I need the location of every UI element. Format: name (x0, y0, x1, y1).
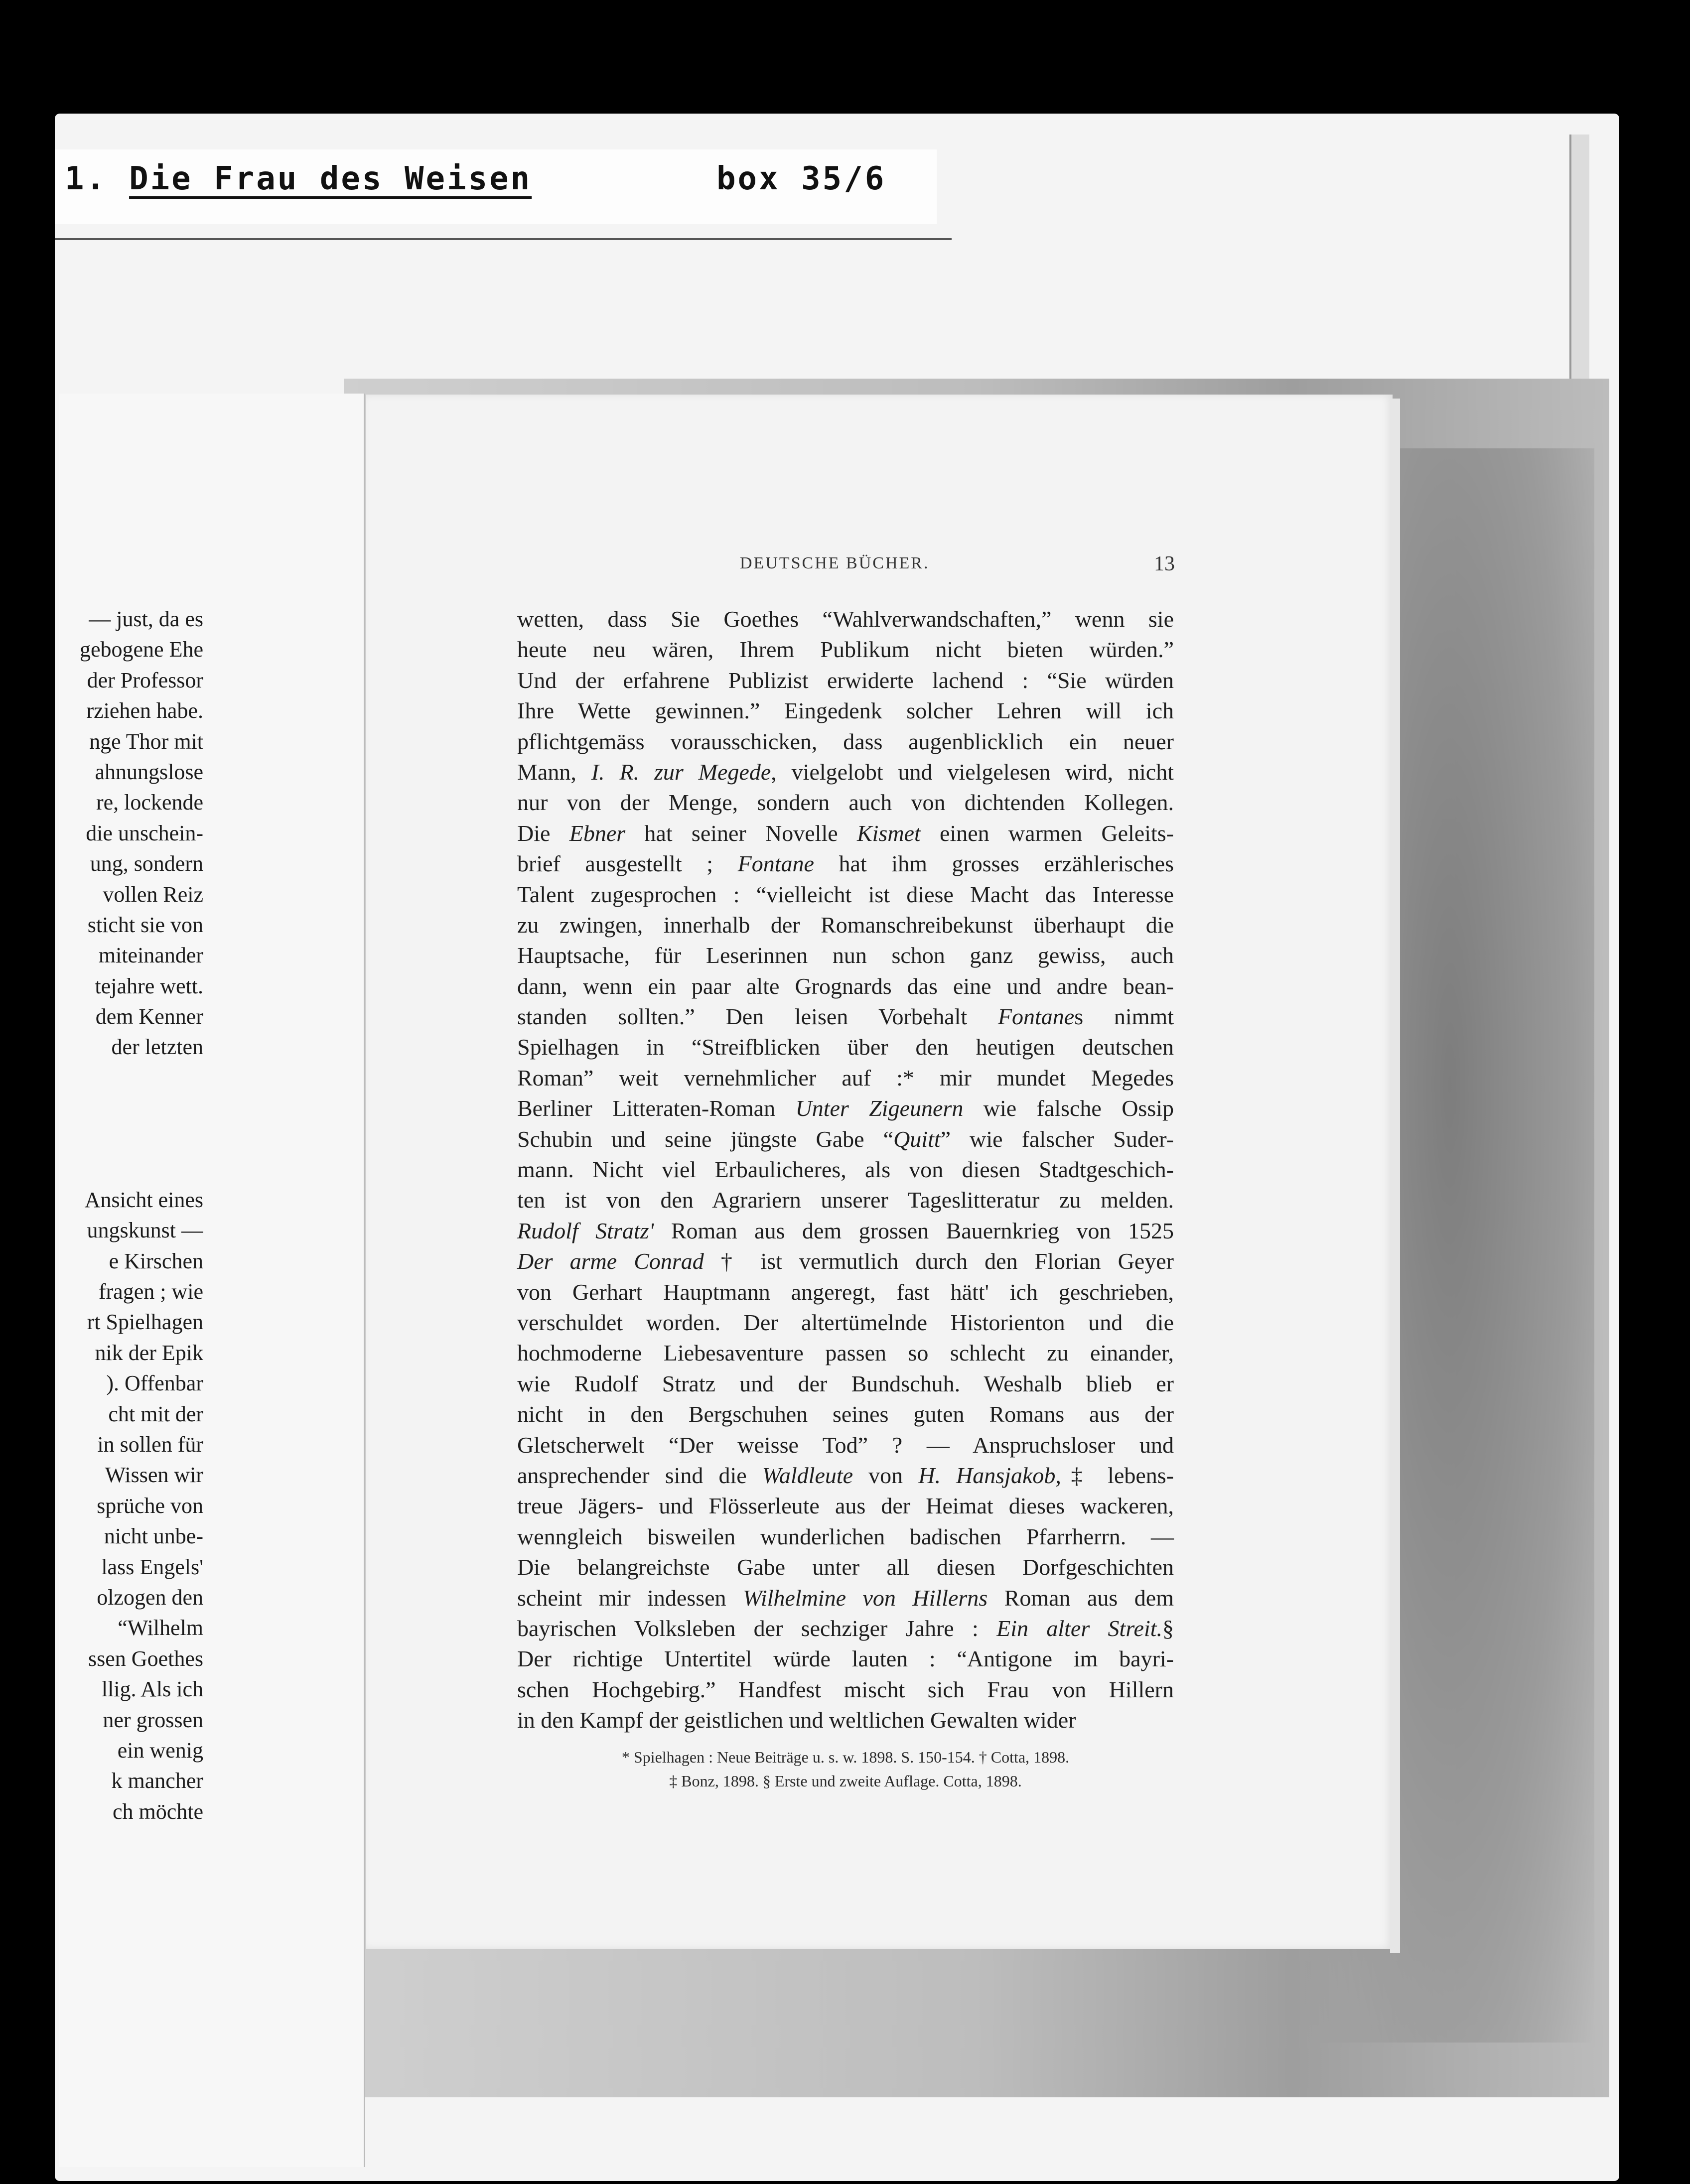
fragment-line: cht mit der (108, 1401, 203, 1426)
text-line: Mann, I. R. zur Megede, vielgelobt und vielgelesen wird, nicht (517, 759, 1174, 785)
fragment-line: lass Engels' (101, 1554, 203, 1579)
text-line: in den Kampf der geistlichen und weltlichen Gewalten wider (517, 1707, 1076, 1733)
text-line: wetten, dass Sie Goethes “Wahlverwandschaften,” wenn sie (517, 606, 1174, 632)
fragment-line: miteinander (98, 943, 203, 968)
text-line: treue Jägers- und Flösserleute aus der Heimat dieses wackeren, (517, 1493, 1174, 1519)
text-line: heute neu wären, Ihrem Publikum nicht bieten würden.” (517, 637, 1174, 663)
fragment-line: ung, sondern (90, 851, 203, 876)
fragment-line: tejahre wett. (95, 973, 203, 998)
fragment-line: nik der Epik (95, 1340, 203, 1365)
text-line: Rudolf Stratz' Roman aus dem grossen Bauernkrieg von 1525 (517, 1218, 1174, 1243)
footnotes (517, 1745, 1174, 1793)
fragment-line: nge Thor mit (89, 729, 203, 754)
fragment-line: ch möchte (112, 1799, 203, 1824)
fragment-line: rziehen habe. (86, 698, 203, 723)
text-line: wie Rudolf Stratz und der Bundschuh. Weshalb blieb er (517, 1370, 1174, 1396)
fragment-gap (59, 1063, 203, 1185)
header-title (65, 160, 532, 215)
text-line: schen Hochgebirg.” Handfest mischt sich Frau von Hillern (517, 1676, 1174, 1702)
text-line: brief ausgestellt ; Fontane hat ihm grosses erzählerisches (517, 851, 1174, 877)
text-line: Hauptsache, für Leserinnen nun schon ganz gewiss, auch (517, 943, 1174, 968)
fragment-line: ahnungslose (95, 759, 203, 784)
fragment-line: nicht unbe- (104, 1524, 203, 1549)
page-number: 13 (1154, 552, 1175, 575)
text-line: verschuldet worden. Der altertümelnde Historienton und die (517, 1309, 1174, 1335)
text-line: dann, wenn ein paar alte Grognards das eine und andre bean- (517, 973, 1174, 999)
fragment-line: — just, da es (89, 607, 203, 631)
fragment-line: der letzten (111, 1035, 203, 1060)
fragment-line: ungskunst — (87, 1218, 203, 1243)
fragment-line: sprüche von (97, 1493, 203, 1518)
fragment-line: ner grossen (103, 1707, 203, 1732)
text-line: mann. Nicht viel Erbaulicheres, als von diesen Stadtgeschich- (517, 1157, 1174, 1183)
body-text (517, 604, 1174, 1735)
fragment-line: e Kirschen (109, 1248, 203, 1273)
text-line: ten ist von den Agrariern unserer Tageslitteratur zu melden. (517, 1187, 1174, 1213)
text-line: Spielhagen in “Streifblicken über den heutigen deutschen (517, 1034, 1174, 1060)
text-line: wenngleich bisweilen wunderlichen badischen Pfarrherrn. — (517, 1523, 1174, 1549)
fragment-line: olzogen den (97, 1585, 203, 1610)
footnote-line: ‡ Bonz, 1898. § Erste und zweite Auflage. Cotta, 1898. (669, 1772, 1022, 1790)
fragment-line: die unschein- (86, 820, 203, 845)
text-line: zu zwingen, innerhalb der Romanschreibekunst überhaupt die (517, 912, 1174, 938)
text-line: Ihre Wette gewinnen.” Eingedenk solcher Lehren will ich (517, 698, 1174, 724)
text-line: Und der erfahrene Publizist erwiderte lachend : “Sie würden (517, 667, 1174, 693)
fragment-line: fragen ; wie (98, 1279, 203, 1304)
fragment-line: “Wilhelm (118, 1616, 203, 1640)
fragment-line: ein wenig (117, 1738, 203, 1763)
fragment-line: gebogene Ehe (80, 637, 203, 662)
item-number: 1. (65, 160, 108, 197)
text-line: Der arme Conrad † ist vermutlich durch den Florian Geyer (517, 1248, 1174, 1274)
fragment-line: re, lockende (96, 790, 203, 815)
header-divider (55, 238, 952, 240)
text-line: nur von der Menge, sondern auch von dichtenden Kollegen. (517, 790, 1174, 816)
footnote-line: * Spielhagen : Neue Beiträge u. s. w. 1898. S. 150-154. † Cotta, 1898. (621, 1748, 1070, 1766)
text-line: von Gerhart Hauptmann angeregt, fast hätt' ich geschrieben, (517, 1279, 1174, 1305)
page-edge (1390, 399, 1400, 1953)
fragment-line: vollen Reiz (103, 882, 203, 907)
fragment-line: dem Kenner (95, 1004, 203, 1029)
fragment-line: sticht sie von (87, 912, 203, 937)
text-line: pflichtgemäss vorausschicken, dass augenblicklich ein neuer (517, 728, 1174, 754)
fragment-line: in sollen für (97, 1432, 203, 1457)
text-line: Roman” weit vernehmlicher auf :* mir mundet Megedes (517, 1065, 1174, 1091)
work-title: Die Frau des Weisen (129, 160, 532, 197)
text-line: Die belangreichste Gabe unter all diesen Dorfgeschichten (517, 1554, 1174, 1580)
fragment-line: der Professor (87, 668, 203, 692)
fragment-line: ssen Goethes (88, 1646, 203, 1671)
text-line: Schubin und seine jüngste Gabe “Quitt” wie falscher Suder- (517, 1126, 1174, 1152)
fragment-line: Ansicht eines (84, 1187, 203, 1212)
box-label: box 35/6 (716, 160, 886, 197)
text-line: nicht in den Bergschuhen seines guten Romans aus der (517, 1401, 1174, 1427)
text-line: Der richtige Untertitel würde lauten : “Antigone im bayri- (517, 1646, 1174, 1672)
text-line: Talent zugesprochen : “vielleicht ist diese Macht das Interesse (517, 881, 1174, 907)
fragment-line: rt Spielhagen (87, 1310, 203, 1335)
fragment-line: ). Offenbar (106, 1371, 203, 1396)
fragment-line: Wissen wir (105, 1463, 203, 1488)
text-line: scheint mir indessen Wilhelmine von Hillerns Roman aus dem (517, 1585, 1174, 1611)
text-line: hochmoderne Liebesaventure passen so schlecht zu einander, (517, 1340, 1174, 1366)
running-head: DEUTSCHE BÜCHER. (740, 554, 930, 572)
left-page-text (59, 604, 203, 1827)
text-line: standen sollten.” Den leisen Vorbehalt Fontanes nimmt (517, 1004, 1174, 1030)
fragment-line: llig. Als ich (101, 1677, 203, 1702)
text-line: Berliner Litteraten-Roman Unter Zigeunern wie falsche Ossip (517, 1095, 1174, 1121)
text-line: ansprechender sind die Waldleute von H. Hansjakob,‡ lebens- (517, 1462, 1174, 1488)
text-line: Die Ebner hat seiner Novelle Kismet einen warmen Geleits- (517, 820, 1174, 846)
text-line: bayrischen Volksleben der sechziger Jahre : Ein alter Streit.§ (517, 1615, 1174, 1641)
fragment-line: k mancher (111, 1769, 203, 1793)
text-line: Gletscherwelt “Der weisse Tod” ? — Anspruchsloser und (517, 1432, 1174, 1458)
